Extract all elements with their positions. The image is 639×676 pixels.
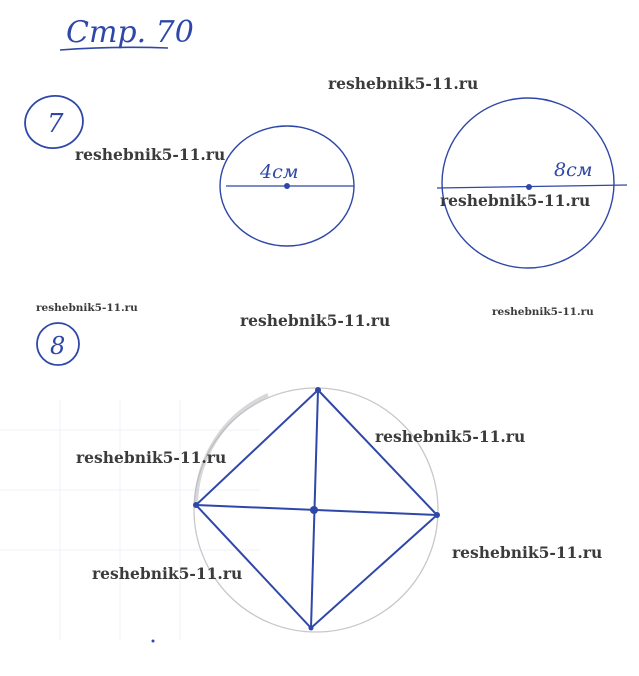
watermark: reshebnik5-11.ru	[328, 74, 479, 93]
large-circle-diameter	[437, 185, 627, 188]
watermark: reshebnik5-11.ru	[92, 564, 243, 583]
problem8-number: 8	[50, 332, 66, 360]
square-center-dot	[310, 506, 318, 514]
large-circle-center-dot	[526, 184, 532, 190]
small-circle-center-dot	[284, 183, 290, 189]
watermark: reshebnik5-11.ru	[76, 448, 227, 467]
watermark: reshebnik5-11.ru	[36, 302, 138, 314]
page-ref-text: Стр. 70	[66, 15, 194, 50]
watermark: reshebnik5-11.ru	[240, 311, 391, 330]
large-circle-label: 8см	[554, 159, 593, 181]
small-circle-label: 4см	[260, 161, 299, 183]
faint-grid	[0, 400, 260, 640]
watermark: reshebnik5-11.ru	[452, 543, 603, 562]
ink-speck	[152, 640, 155, 643]
watermark: reshebnik5-11.ru	[75, 145, 226, 164]
problem7-number: 7	[47, 109, 64, 139]
watermark: reshebnik5-11.ru	[440, 191, 591, 210]
watermark: reshebnik5-11.ru	[492, 306, 594, 318]
watermark: reshebnik5-11.ru	[375, 427, 526, 446]
large-circle	[442, 98, 614, 268]
